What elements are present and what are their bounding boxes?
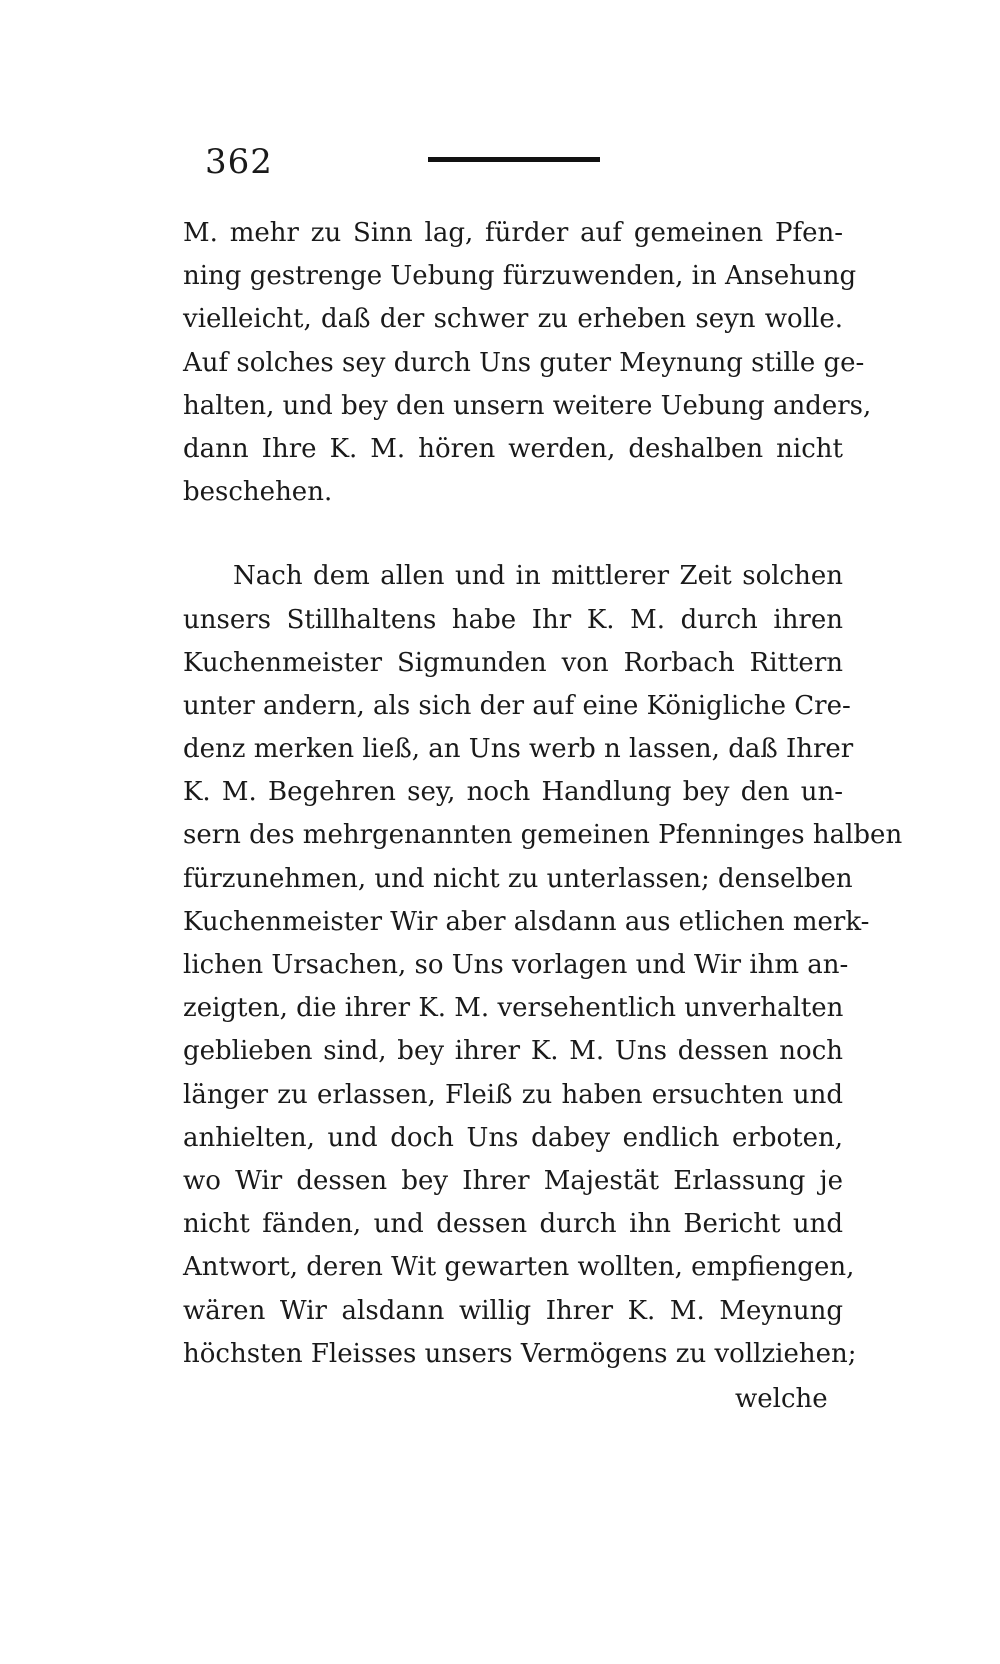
text-line: dann Ihre K. M. hören werden, deshalben nicht — [183, 433, 843, 464]
paragraph-gap — [183, 514, 843, 555]
text-line: anhielten, und doch Uns dabey endlich erboten, — [183, 1122, 843, 1153]
text-line: wären Wir alsdann willig Ihrer K. M. Meynung — [183, 1295, 843, 1326]
paragraph-2 — [183, 555, 903, 1376]
text-line: nicht fänden, und dessen durch ihn Bericht und — [183, 1209, 843, 1240]
text-line: Kuchenmeister Wir aber alsdann aus etlichen merk- — [183, 906, 870, 937]
text-line: M. mehr zu Sinn lag, fürder auf gemeinen Pfen- — [183, 218, 843, 248]
text-line: vielleicht, daß der schwer zu erheben seyn wolle. — [183, 304, 843, 335]
text-line: Antwort, deren Wit gewarten wollten, empfiengen, — [183, 1252, 855, 1283]
text-line: sern des mehrgenannten gemeinen Pfenninges halben — [183, 820, 903, 851]
text-line: geblieben sind, bey ihrer K. M. Uns dessen noch — [183, 1036, 843, 1067]
text-line: fürzunehmen, und nicht zu unterlassen; denselben — [183, 863, 853, 894]
text-line: K. M. Begehren sey, noch Handlung bey den un- — [183, 777, 843, 808]
text-line: unter andern, als sich der auf eine Königliche Cre- — [183, 690, 851, 721]
text-line: Kuchenmeister Sigmunden von Rorbach Rittern — [183, 647, 843, 678]
text-line: Auf solches sey durch Uns guter Meynung stille ge- — [183, 347, 865, 378]
text-line: halten, und bey den unsern weitere Uebung anders, — [183, 390, 872, 421]
text-line: beschehen. — [183, 477, 333, 508]
text-line: ning gestrenge Uebung fürzuwenden, in Ansehung — [183, 261, 857, 292]
header-rule — [428, 157, 600, 162]
text-line: denz merken ließ, an Uns werb n lassen, daß Ihrer — [183, 734, 854, 765]
text-line: zeigten, die ihrer K. M. versehentlich unverhalten — [183, 993, 844, 1024]
text-line: wo Wir dessen bey Ihrer Majestät Erlassung je — [183, 1165, 843, 1196]
catchword: welche — [735, 1384, 828, 1414]
paragraph-1 — [183, 212, 872, 514]
page-number: 362 — [205, 142, 273, 182]
text-line: Nach dem allen und in mittlerer Zeit solchen — [233, 561, 843, 592]
text-line: höchsten Fleisses unsers Vermögens zu vollziehen; — [183, 1338, 857, 1369]
text-line: unsers Stillhaltens habe Ihr K. M. durch ihren — [183, 604, 843, 635]
body-text — [183, 212, 903, 1376]
text-line: länger zu erlassen, Fleiß zu haben ersuchten und — [183, 1079, 843, 1110]
text-line: lichen Ursachen, so Uns vorlagen und Wir ihm an- — [183, 950, 849, 980]
